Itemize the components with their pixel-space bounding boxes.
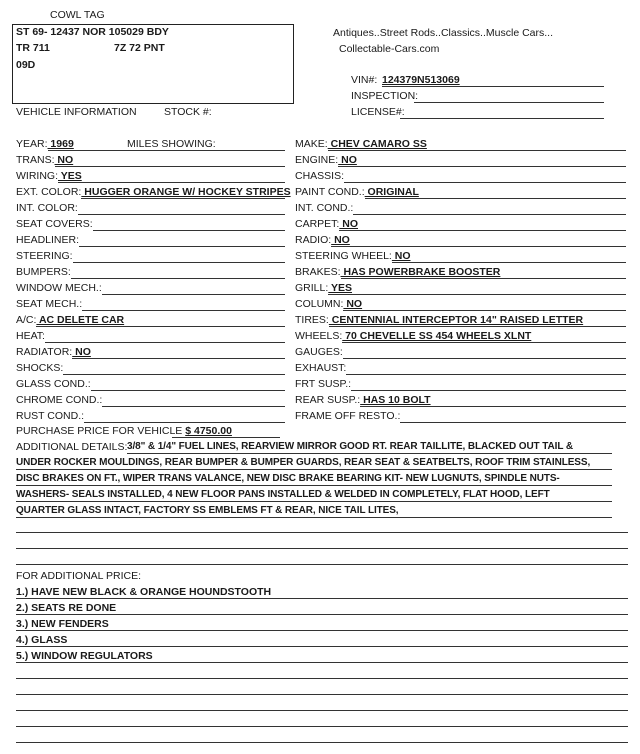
additional-underline [16, 662, 628, 663]
field-value: NO [343, 298, 363, 310]
vin-value: 124379N513069 [382, 74, 460, 86]
site-name: Collectable-Cars.com [339, 43, 440, 55]
details-line: WASHERS- SEALS INSTALLED, 4 NEW FLOOR PANS INSTALLED & WELDED IN COMPLETELY, FLAT HOOD, LEFT [16, 489, 550, 500]
field-label: ENGINE: [295, 154, 339, 166]
field-underline [342, 342, 626, 343]
field-label: A/C: [16, 314, 37, 326]
field-label: RADIO: [295, 234, 332, 246]
blank-line [16, 694, 628, 695]
tagline: Antiques..Street Rods..Classics..Muscle Cars... [333, 27, 553, 39]
details-line: 3/8" & 1/4" FUEL LINES, REARVIEW MIRROR GOOD RT. REAR TAILLITE, BLACKED OUT TAIL & [127, 441, 573, 452]
field-row [16, 410, 84, 422]
field-underline [329, 326, 626, 327]
field-row [295, 154, 357, 166]
blank-line [16, 678, 628, 679]
field-label: WIRING: [16, 170, 58, 182]
field-label: GAUGES: [295, 346, 343, 358]
vin-label: VIN#: [351, 74, 378, 86]
field-row [295, 346, 343, 358]
details-underline [16, 469, 612, 470]
field-underline [353, 214, 626, 215]
field-underline [36, 326, 285, 327]
field-label: BRAKES: [295, 266, 341, 278]
field-label: TRANS: [16, 154, 55, 166]
cowl-tag-line2a: TR 711 [16, 42, 50, 54]
field-row [295, 250, 411, 262]
details-underline [16, 485, 612, 486]
field-row [295, 378, 351, 390]
field-label: FRT SUSP.: [295, 378, 352, 390]
field-row [16, 250, 73, 262]
field-underline [328, 294, 626, 295]
vehicle-information-heading: VEHICLE INFORMATION [16, 106, 137, 118]
purchase-label: PURCHASE PRICE FOR VEHICLE [16, 425, 183, 437]
field-row [16, 202, 78, 214]
additional-underline [16, 646, 628, 647]
field-underline [71, 278, 285, 279]
blank-line [16, 548, 628, 549]
field-value: NO [339, 218, 359, 230]
details-underline [16, 517, 612, 518]
blank-line [16, 710, 628, 711]
field-label: MAKE: [295, 138, 328, 150]
field-label: SEAT COVERS: [16, 218, 93, 230]
field-value: AC DELETE CAR [36, 314, 125, 326]
field-underline [343, 358, 626, 359]
field-underline [58, 182, 285, 183]
additional-underline [16, 598, 628, 599]
field-underline [331, 246, 626, 247]
field-value: HUGGER ORANGE W/ HOCKEY STRIPES [81, 186, 291, 198]
blank-line [16, 564, 628, 565]
field-underline [73, 262, 285, 263]
field-row [16, 186, 291, 198]
additional-underline [16, 630, 628, 631]
field-underline [93, 230, 285, 231]
field-underline [339, 230, 626, 231]
details-line: UNDER ROCKER MOULDINGS, REAR BUMPER & BUMPER GUARDS, REAR SEAT & SEATBELTS, ROOF TRIM STAINLESS, [16, 457, 591, 468]
field-value: 70 CHEVELLE SS 454 WHEELS XLNT [342, 330, 532, 342]
field-label: CHROME COND.: [16, 394, 103, 406]
field-row [295, 170, 344, 182]
additional-price-label: FOR ADDITIONAL PRICE: [16, 570, 142, 582]
field-underline [91, 390, 285, 391]
field-label: GRILL: [295, 282, 329, 294]
field-value: YES [58, 170, 82, 182]
field-value: NO [331, 234, 350, 246]
field-label: YEAR: [16, 138, 48, 150]
license-label: LICENSE#: [351, 106, 405, 118]
field-row [16, 282, 102, 294]
field-underline [81, 198, 285, 199]
field-row [295, 330, 531, 342]
field-row [295, 394, 431, 406]
field-row [16, 346, 91, 358]
field-underline [48, 150, 285, 151]
field-label: SHOCKS: [16, 362, 64, 374]
field-underline [102, 294, 285, 295]
field-label: STEERING WHEEL: [295, 250, 392, 262]
field-row [295, 362, 346, 374]
stock-label: STOCK #: [164, 106, 212, 118]
field-value: NO [391, 250, 411, 262]
field-value: NO [54, 154, 74, 166]
field-label: RADIATOR: [16, 346, 73, 358]
field-value: HAS POWERBRAKE BOOSTER [340, 266, 501, 278]
field-label: FRAME OFF RESTO.: [295, 410, 401, 422]
field-row [16, 330, 45, 342]
field-underline [72, 358, 285, 359]
field-underline [78, 214, 285, 215]
field-row [16, 234, 79, 246]
field-row [295, 314, 583, 326]
field-underline [63, 374, 285, 375]
field-underline [338, 166, 626, 167]
field-value: CHEV CAMARO SS [327, 138, 427, 150]
field-underline [79, 246, 285, 247]
field-row [295, 186, 419, 198]
blank-line [16, 532, 628, 533]
field-row [16, 266, 71, 278]
additional-item: 3.) NEW FENDERS [16, 618, 109, 630]
field-row [295, 234, 350, 246]
additional-item: 2.) SEATS RE DONE [16, 602, 117, 614]
field-label: HEAT: [16, 330, 45, 342]
field-label: PAINT COND.: [295, 186, 365, 198]
field-label: CARPET: [295, 218, 340, 230]
field-row [16, 362, 63, 374]
field-row [16, 378, 91, 390]
field-value: ORIGINAL [364, 186, 419, 198]
field-label: REAR SUSP.: [295, 394, 361, 406]
field-label: INT. COLOR: [16, 202, 78, 214]
field-row [295, 410, 400, 422]
field-row [16, 218, 93, 230]
field-label: EXT. COLOR: [16, 186, 82, 198]
field-underline [82, 310, 285, 311]
field-row [16, 170, 82, 182]
field-row [295, 282, 352, 294]
field-label: GLASS COND.: [16, 378, 91, 390]
field-underline [55, 166, 285, 167]
field-value: CENTENNIAL INTERCEPTOR 14" RAISED LETTER [328, 314, 584, 326]
field-label: INT. COND.: [295, 202, 354, 214]
field-underline [45, 342, 285, 343]
field-value: NO [72, 346, 91, 358]
additional-underline [16, 614, 628, 615]
field-underline [346, 374, 626, 375]
field-underline [360, 406, 626, 407]
blank-line [16, 726, 628, 727]
field-underline [392, 262, 626, 263]
field-row [16, 138, 74, 150]
field-row [295, 218, 358, 230]
details-line: DISC BRAKES ON FT., WIPER TRANS VALANCE, NEW DISC BRAKE BEARING KIT- NEW LUGNUTS, SPINDLE NUTS- [16, 473, 560, 484]
field-value: HAS 10 BOLT [360, 394, 431, 406]
inspection-label: INSPECTION: [351, 90, 419, 102]
field-underline [351, 390, 626, 391]
additional-item: 5.) WINDOW REGULATORS [16, 650, 153, 662]
field-underline [343, 310, 626, 311]
field-row [16, 298, 82, 310]
additional-item: 4.) GLASS [16, 634, 68, 646]
field-label: EXHAUST: [295, 362, 347, 374]
field-row [16, 394, 102, 406]
field-row [16, 154, 73, 166]
cowl-tag-line3: 09D [16, 59, 36, 71]
field-label: HEADLINER: [16, 234, 80, 246]
field-label: WHEELS: [295, 330, 343, 342]
field-underline [84, 422, 285, 423]
field-row [295, 138, 427, 150]
field-label: SEAT MECH.: [16, 298, 83, 310]
field-underline [400, 422, 626, 423]
cowl-tag-line2b: 7Z 72 PNT [114, 42, 165, 54]
field-value: NO [338, 154, 357, 166]
purchase-value: $ 4750.00 [185, 425, 232, 437]
field-underline [341, 278, 626, 279]
field-label: WINDOW MECH.: [16, 282, 102, 294]
field-label: TIRES: [295, 314, 329, 326]
field-row [16, 314, 124, 326]
field-value: 1969 [47, 138, 74, 150]
field-underline [328, 150, 626, 151]
details-line: QUARTER GLASS INTACT, FACTORY SS EMBLEMS FT & REAR, NICE TAIL LITES, [16, 505, 399, 516]
cowl-tag-title: COWL TAG [50, 9, 105, 21]
field-row [295, 266, 500, 278]
field-row [295, 202, 353, 214]
cowl-tag-line1: ST 69- 12437 NOR 105029 BDY [16, 26, 169, 38]
field-label: CHASSIS: [295, 170, 345, 182]
field-label: STEERING: [16, 250, 73, 262]
field-label: RUST COND.: [16, 410, 85, 422]
field-underline [102, 406, 285, 407]
miles-label: MILES SHOWING: [127, 138, 216, 150]
field-row [295, 298, 362, 310]
field-underline [365, 198, 626, 199]
details-underline [127, 453, 612, 454]
additional-item: 1.) HAVE NEW BLACK & ORANGE HOUNDSTOOTH [16, 586, 272, 598]
details-label: ADDITIONAL DETAILS: [16, 441, 128, 453]
field-label: BUMPERS: [16, 266, 71, 278]
field-value: YES [328, 282, 353, 294]
purchase-row [16, 425, 232, 437]
blank-line [16, 742, 628, 743]
field-underline [344, 182, 626, 183]
field-label: COLUMN: [295, 298, 344, 310]
details-underline [16, 501, 612, 502]
